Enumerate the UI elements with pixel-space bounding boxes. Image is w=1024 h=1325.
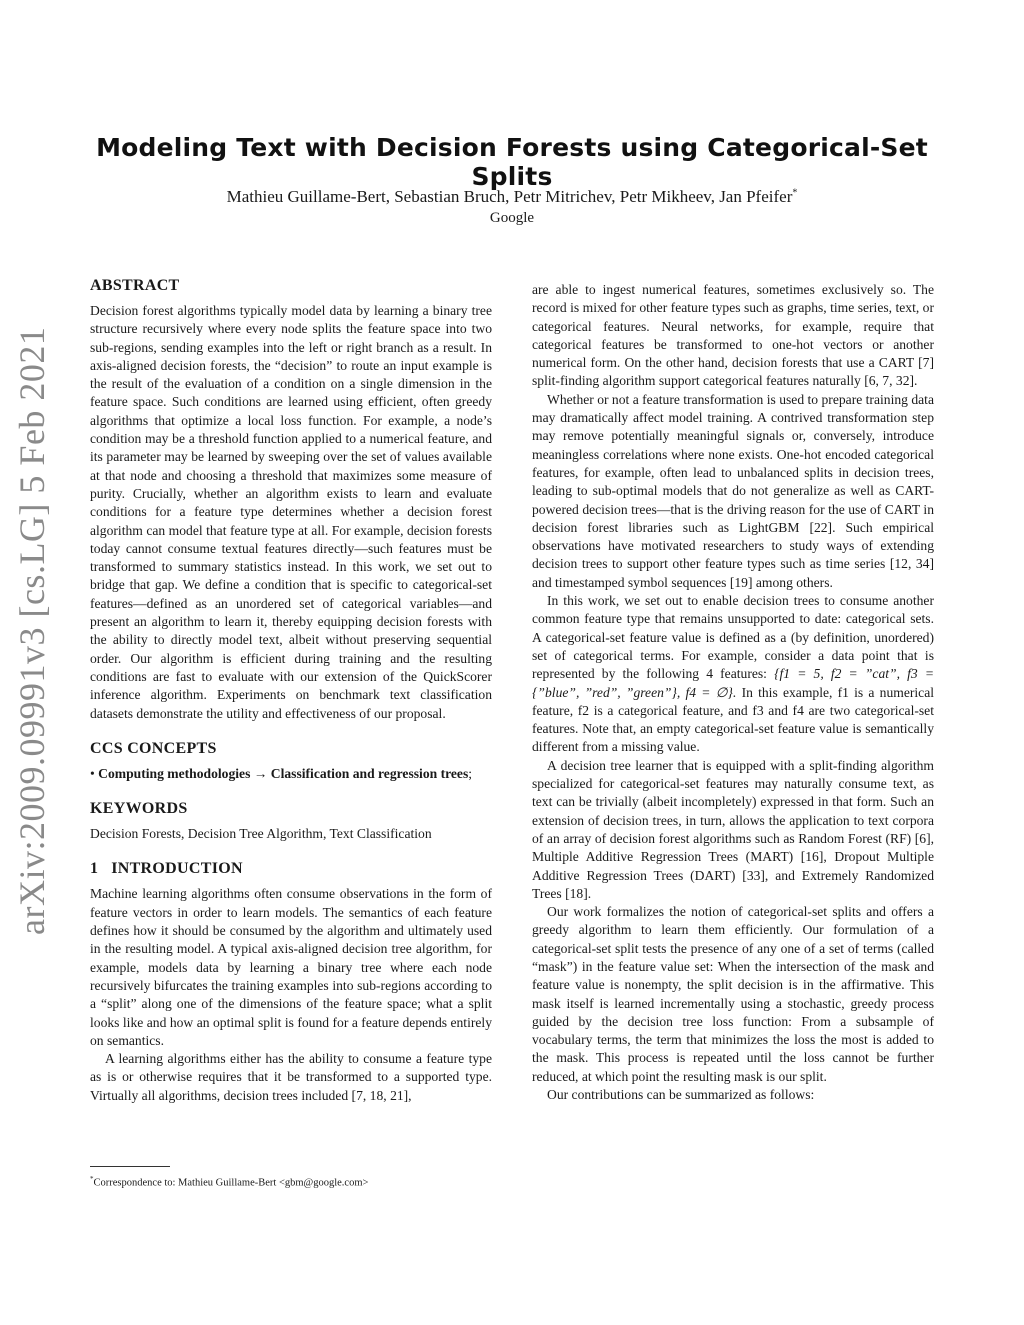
- ccs-heading: CCS CONCEPTS: [90, 739, 217, 757]
- authors-text: Mathieu Guillame-Bert, Sebastian Bruch, Petr Mitrichev, Petr Mikheev, Jan Pfeifer: [226, 187, 793, 206]
- footnote: [90, 1172, 510, 1191]
- intro-r3-text-a: In this work, we set out to enable decision trees to consume another common feature type that remains unsupported to date: categorical sets. A categorical-set feature value is defined as a (by definition, unordered) set of categorical terms. For example, consider a data point that is represented by the following 4 features:: [532, 593, 934, 682]
- intro-paragraph-2: A learning algorithms either has the ability to consume a feature type as is or otherwise requires that it be transformed to a supported type. Virtually all algorithms, decision trees included [7, 18, 21],: [90, 1051, 492, 1103]
- author-list: [100, 187, 924, 207]
- abstract-heading: ABSTRACT: [90, 277, 180, 294]
- intro-r3-text-b: In this example, f1 is a numerical feature, f2 is a categorical feature, and f3 and f4 are two categorical-set features. Note that, an empty categorical-set feature value is semantically different from a missing value.: [532, 684, 935, 755]
- feature-set-math: {f1 = 5, f2 = ”cat”, f3 = {”blue”, ”red”, ”green”}, f4 = ∅}.: [532, 666, 934, 700]
- intro-paragraph-r6: Our contributions can be summarized as follows:: [547, 1087, 815, 1103]
- author-footnote-mark: *: [792, 187, 798, 199]
- footnote-rule: [90, 1166, 170, 1167]
- intro-heading: 1 INTRODUCTION: [90, 860, 243, 878]
- footnote-text: Correspondence to: Mathieu Guillame-Bert <gbm@google.com>: [93, 1177, 369, 1189]
- intro-paragraph-r4: A decision tree learner that is equipped with a split-finding algorithm specialized for categorical-set features may naturally consume text, as text can be trivially (albeit incompletely) expressed in that form. Such an extension of decision trees, in turn, allows the application to text corpora of an array of decision forest algorithms such as Random Forest (RF) [6], Multiple Additive Regression Trees (MART) [16], Dropout Multiple Additive Regression Trees (DART) [33], and Extremely Randomized Trees [18].: [532, 757, 934, 901]
- left-column: [90, 276, 492, 1105]
- keywords-heading: KEYWORDS: [90, 800, 188, 818]
- ccs-item-a: Computing methodologies: [98, 765, 251, 781]
- paper-title: Modeling Text with Decision Forests using Categorical-Set Splits: [96, 133, 928, 191]
- ccs-bullet: •: [90, 765, 95, 781]
- ccs-arrow: →: [253, 765, 268, 781]
- intro-paragraph-r3: [532, 592, 934, 757]
- ccs-item-b: Classification and regression trees: [270, 765, 469, 781]
- keywords-text: Decision Forests, Decision Tree Algorithm, Text Classification: [90, 826, 432, 842]
- abstract-text: Decision forest algorithms typically model data by learning a binary tree structure recursively where every node splits the feature space into two sub-regions, sending examples into the left or right branch as a result. In axis-aligned decision forests, the “decision” to route an input example is the result of the evaluation of a condition on a single dimension in the feature space. Such conditions are learned using efficient, often greedy algorithms that optimize a local loss function. For example, a node’s condition may be a threshold function applied to a numerical feature, and its parameter may be learned by sweeping over the set of values available at that node and choosing a threshold that maximizes some measure of purity. Crucially, whether an algorithm exists to learn and evaluate conditions for a feature type determines whether a decision forest algorithm can model that feature type at all. For example, decision forests today cannot consume textual features directly—such features must be transformed to summary statistics instead. In this work, we set out to bridge that gap. We define a condition that is specific to categorical-set features—defined as an unordered set of categorical variables—and present an algorithm to learn it, thereby equipping decision forests with the ability to directly model text, albeit without preserving sequential order. Our algorithm is efficient during training and the resulting conditions are fast to evaluate with our extension of the QuickScorer inference algorithm. Experiments on benchmark text classification datasets demonstrate the utility and effectiveness of our proposal.: [90, 303, 492, 721]
- ccs-concepts: [90, 765, 492, 783]
- intro-paragraph-r2: Whether or not a feature transformation is used to prepare training data may dramatically affect model training. A contrived transformation step may remove potentially meaningful signals or, conversely, introduce meaningless correlations where none exists. One-hot encoded categorical features, for example, often lead to unbalanced splits in decision trees, leading to sub-optimal models that do not generalize as well as CART-powered decision trees—that is the driving reason for the use of CART in decision forest libraries such as LightGBM [22]. Such empirical observations have motivated researchers to study ways of extending decision trees to support other feature types such as time series [12, 34] and timestamped symbol sequences [19] among others.: [532, 391, 934, 590]
- intro-paragraph-1: Machine learning algorithms often consume observations in the form of feature vectors in order to learn models. The semantics of each feature defines how it should be consumed by the algorithm and ultimately used in the resulting model. A typical axis-aligned decision tree algorithm, for example, models data by learning a binary tree where each node recursively bifurcates the training examples into sub-regions according to a “split” along one of the dimensions of the feature space; what a split looks like and how an optimal split is found for a feature depends entirely on semantics.: [90, 886, 492, 1048]
- ccs-tail: ;: [468, 765, 473, 781]
- arxiv-watermark: arXiv:2009.09991v3 [cs.LG] 5 Feb 2021: [12, 326, 52, 935]
- intro-paragraph-r5: Our work formalizes the notion of categorical-set splits and offers a greedy algorithm to learn them efficiently. Our formulation of a categorical-set split tests the presence of any one of a set of terms (called “mask”) in the feature value set: When the intersection of the mask and feature value is nonempty, the split decision is in the affirmative. This mask itself is learned incrementally using a stochastic, greedy process guided by the decision tree loss function: From a subsample of vocabulary terms, the term that minimizes the loss the most is added to the mask. This process is repeated until the loss cannot be further reduced, at which point the resulting mask is our split.: [532, 904, 934, 1084]
- footnote-mark: *: [90, 1175, 94, 1183]
- affiliation: Google: [489, 210, 535, 226]
- right-column: [532, 281, 934, 1104]
- intro-paragraph-r1: are able to ingest numerical features, sometimes exclusively so. The record is mixed for other feature types such as graphs, time series, text, or categorical features. Neural networks, for example, require that categorical features be transformed to one-hot vectors or another numerical form. On the other hand, decision forests that use a CART [7] split-finding algorithm support categorical features naturally [6, 7, 32].: [532, 282, 934, 389]
